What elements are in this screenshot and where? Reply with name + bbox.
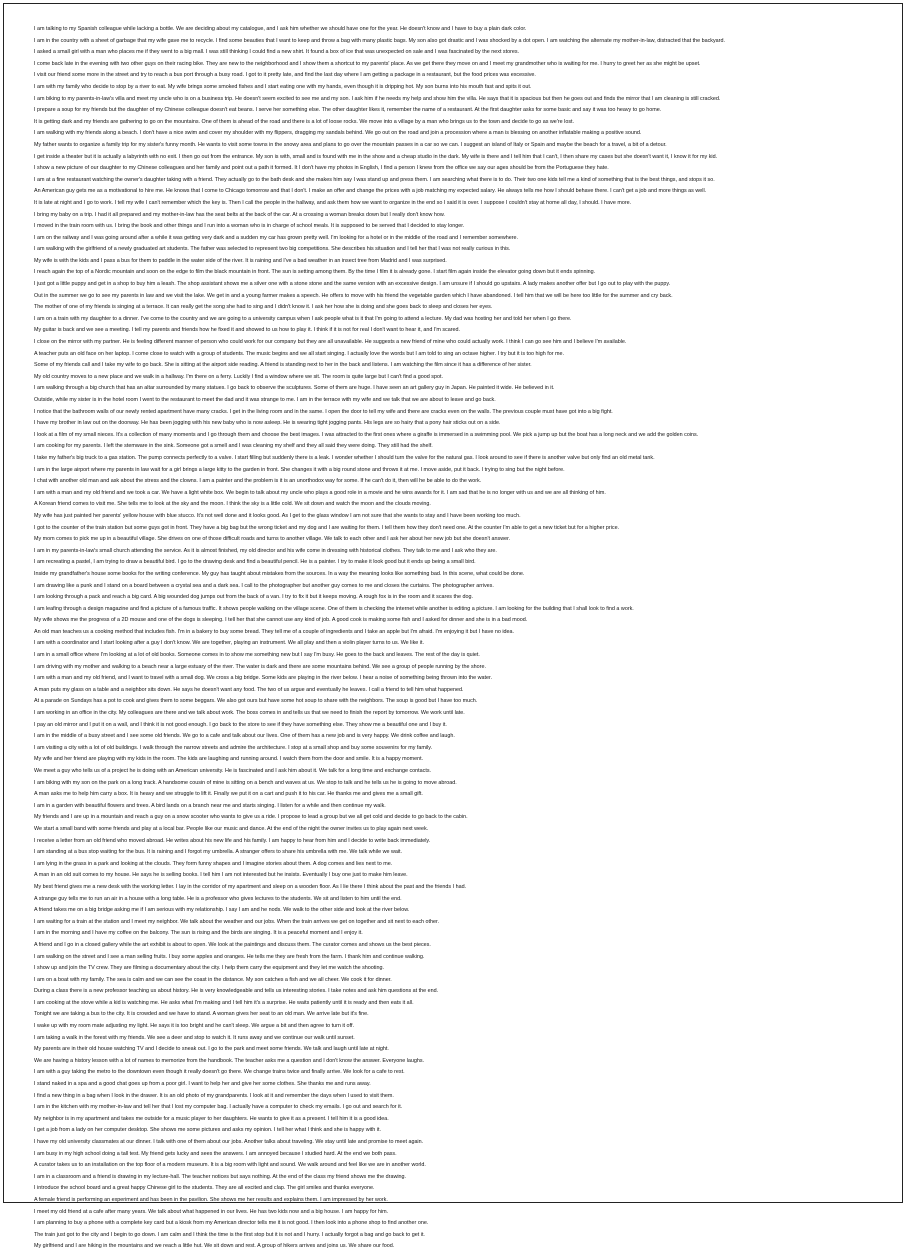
text-line: During a class there is a new professor teaching us about history. He is very knowledgeable and tells us interesting stories. I take notes and ask him questions at the end. (34, 988, 439, 995)
text-line: My mom comes to pick me up in a beautiful village. She drives on one of those difficult roads and turns to another village. We talk to each other and I ask her about her new job but she doesn't answer. (34, 536, 511, 543)
text-line: A curator takes us to an installation on the top floor of a modern museum. It is a big room with light and sound. We walk around and feel like we are in another world. (34, 1162, 426, 1169)
text-line: I close on the mirror with my partner. He is feeling different manner of person who could work for our company but they are all unavailable. He suggests a new friend of mine who could actually work. I think I can go see him and I believe I'm available. (34, 339, 627, 346)
text-line: I get a job from a lady on her computer desktop. She shows me some pictures and asks my opinion. I tell her what I think and she is happy with it. (34, 1127, 381, 1134)
text-line: I am on a train with my daughter to a dinner. I've come to the country and we are going to a university campus when I ask people what is it that I'm going to attend a lecture. My dad was hosting her and told her when I go there. (34, 315, 572, 322)
text-line: I am busy in my high school doing a tall test. My friend gets lucky and sees the answers. I am annoyed because I studied hard. At the end we both pass. (34, 1150, 397, 1157)
text-line: Outside, while my sister is in the hotel room I went to the restaurant to meet the dad and it was strange to me. I am in the terrace with my wife and we talk that we are about to leave and go back. (34, 397, 496, 403)
text-line: I am walking with my friends along a beach. I don't have a nice swim and cover my shoulder with my flippers, dragging my sandals behind. We go out on the road and join a procession where a man is blessing on another inflatable making a positive sound. (34, 130, 642, 137)
text-line: I am with a man and my old friend and we took a car. We have a light white box. We begin to talk about my uncle who plays a good role in a movie and he wins awards for it. I am sad that he is no longer with us and we are all thinking of him. (34, 489, 606, 496)
text-line: Tonight we are taking a bus to the city. It is crowded and we have to stand. A woman gives her seat to an old man. We arrive late but it's fine. (34, 1011, 369, 1018)
dream-journal-text (34, 24, 884, 1253)
text-line: I stand naked in a spa and a good chat goes up from a poor girl. I want to help her and give her some clothes. She thanks me and runs away. (34, 1081, 371, 1088)
text-line: My girlfriend and I are hiking in the mountains and we reach a little hut. We sit down and rest. A group of hikers arrives and joins us. We share our food. (34, 1243, 395, 1250)
text-line: I am in the large airport where my parents in law wait for a girl brings a large kitty to the garden in front. She changes it with a big round stone and throws it at me. I move aside, put it back. I trying to sing but the night before. (34, 466, 565, 473)
text-line: I am driving with my mother and walking to a beach near a large estuary of the river. The water is dark and there are some mountains behind. We see a group of people running by the shore. (34, 663, 486, 670)
text-line: Out in the summer we go to see my parents in law and we visit the lake. We get in and a young farmer makes a speech. He offers to move with his friend the vegetable garden which I have abandoned. I tell him that we will be here too little for the summer and cry back. (34, 292, 673, 299)
text-line: A man puts my glass on a table and a neighbor sits down. He says he doesn't want any food. The two of us argue and eventually he leaves. I call a friend to tell him what happened. (34, 686, 464, 693)
text-line: I am with a guy taking the metro to the downtown even though it really doesn't go there. We change trains twice and finally arrive. We look for a cafe to rest. (34, 1069, 405, 1076)
text-line: My wife is with the kids and I pass a bus for them to paddle in the water side of the river. It is raining and I've a bad weather in an insect tree from Madrid and I was surprised. (34, 257, 447, 264)
text-line: Some of my friends call and I take my wife to go back. She is sitting at the airport side reading. A friend is standing next to her in the back and listens. I am watching the film since it has a difference of her sister. (34, 362, 532, 369)
text-line: We start a small band with some friends and play at a local bar. People like our music and dance. At the end of the night the owner invites us to play again next week. (34, 825, 429, 832)
text-line: The train just got to the city and I begin to go down. I am calm and I think the time is the first stop but it is not and I hurry. I actually forgot a bag and go back to get it. (34, 1231, 425, 1238)
text-line: A female friend is performing an experiment and has been in the pavilion. She shows me her results and explains them. I am impressed by her work. (34, 1196, 388, 1203)
text-line: My best friend gives me a new desk with the working letter. I lay in the corridor of my apartment and sleep on a wooden floor. As I lie there I think about the past and the friends I had. (34, 883, 467, 890)
text-line: I take my father's big truck to a gas station. The pump connects perfectly to a valve. I start filling but suddenly there is a leak. I wonder whether I should turn the valve for the natural gas. I look around to see if there is another valve but only find an old metal tank. (34, 454, 655, 461)
text-line: I chat with another old man and ask about the stress and the clowns. I am a painter and the problem is it is an unorthodox way for some. If he can't do it, then will he be able to do the work. (34, 478, 482, 485)
text-line: I am biking to my parents-in-law's villa and meet my uncle who is on a business trip. He doesn't seem excited to see me and my son. I ask him if he needs my help and show him the villa. He says that it is spacious but then he goes out and finds the mirror that I am cleaning is still cracked. (34, 95, 721, 102)
text-line: I am drawing like a punk and I stand on a board between a crystal sea and a dark sea. I call to the photographer but another guy comes to me and closes the curtains. The photographer arrives. (34, 582, 494, 589)
text-line: I am waiting for a train at the station and I meet my neighbor. We talk about the weather and our jobs. When the train arrives we get on together and sit next to each other. (34, 918, 440, 925)
text-line: I introduce the school board and a great happy Chinese girl to the students. They are all excited and clap. The girl smiles and thanks everyone. (34, 1185, 375, 1192)
text-line: I show up and join the TV crew. They are filming a documentary about the city. I help them carry the equipment and they let me watch the shooting. (34, 965, 384, 972)
text-line: I look at a film of my small nieces. It's a collection of many moments and I go through them and choose the best images. I was attracted to the first ones where a giraffe is immersed in a swimming pool. We pick a jump up but the boat has a long neck and we add the golden coins. (34, 431, 699, 438)
text-line: I have my brother in law out on the doorway. He has been jogging with his new baby who is now asleep. He is wearing tight jogging pants. His legs are so hairy that a pony hair sticks out on a side. (34, 420, 501, 427)
text-line: My wife shows me the progress of a 2D mouse and one of the dogs is sleeping. I tell her that she cannot use any kind of job. A good cook is making some fish and I asked for dinner and she is in a bad mood. (34, 617, 528, 624)
text-line: I am walking on the street and I see a man selling fruits. I buy some apples and oranges. He tells me they are fresh from the farm. I thank him and continue walking. (34, 953, 425, 960)
text-line: At a parade on Sundays has a pot to cook and gives them to some beggars. We also got ours but have some hot soup to share with the neighbors. The soup is good but I have too much. (34, 698, 478, 705)
text-line: I am on a boat with my family. The sea is calm and we can see the coast in the distance. My son catches a fish and we all cheer. We cook it for dinner. (34, 976, 392, 983)
text-line: I am with my family who decide to stop by a river to eat. My wife brings some smoked fishes and I start eating one with my hands, even though it is dripping hot. My son burns into his mouth fast and spits it out. (34, 83, 532, 90)
text-line: I prepare a soup for my friends but the daughter of my Chinese colleague doesn't eat beans. I serve her something else. The other daughter likes it, remember the name of a restaurant. At the first daughter asks for some basic and say it was too heavy to go home. (34, 107, 662, 114)
page-frame (3, 3, 903, 1250)
text-line: I am with a coordinator and I start looking after a guy I don't know. We are together, playing an instrument. We all play and then a violin player turns to us. We like it. (34, 640, 424, 647)
text-line: I am working in an office in the city. My colleagues are there and we talk about work. The boss comes in and tells us that we need to finish the report by tomorrow. We work until late. (34, 710, 465, 717)
text-line: My neighbor is in my apartment and takes me outside for a music player to her daughters. He wants to give it as a present. I tell him it is a good idea. (34, 1115, 389, 1122)
text-line: A teacher puts an old face on her laptop. I come close to watch with a group of students. The music begins and we all start singing. I actually love the words but I am told to sing an octave higher. I try but it is too high for me. (34, 350, 564, 357)
text-line: I am standing at a bus stop waiting for the bus. It is raining and I forgot my umbrella. A stranger offers to share his umbrella with me. We talk while we wait. (34, 849, 403, 856)
text-line: It is late at night and I go to work. I tell my wife I can't remember which the key is. Then I call the people in the hallway, and ask them how we want to organize in the end so I said it is over. I suppose I couldn't stay at home all day, I should. I have more. (34, 199, 632, 206)
text-line: I meet my old friend at a cafe after many years. We talk about what happened in our lives. He has two kids now and a big house. I am happy for him. (34, 1208, 389, 1215)
text-line: I come back late in the evening with two other guys on their racing bike. They are new to the neighborhood and I show them a shortcut to my parents' place. As we get there they move on and I meet my grandmother who is waiting for me. I hurry to greet her as she might be upset. (34, 60, 701, 67)
text-line: I am in the morning and I have my coffee on the balcony. The sun is rising and the birds are singing. It is a peaceful moment and I enjoy it. (34, 930, 363, 937)
text-line: We are having a history lesson with a lot of names to memorize from the handbook. The teacher asks me a question and I don't know the answer. Everyone laughs. (34, 1057, 425, 1064)
text-line: I am lying in the grass in a park and looking at the clouds. They form funny shapes and I imagine stories about them. A dog comes and lies next to me. (34, 860, 393, 867)
text-line: I wake up with my room mate adjusting my light. He says it is too bright and he can't sleep. We argue a bit and then agree to turn it off. (34, 1023, 354, 1030)
text-line: A Korean friend comes to visit me. She tells me to look at the sky and the moon. I think the sky is a little cold. We sit down and watch the moon and the clouds moving. (34, 501, 431, 508)
text-line: I am leafing through a design magazine and find a picture of a famous traffic. It shows people walking on the village scene. One of them is checking the internet while another is editing a picture. I am looking for the building that I shall look to find a work. (34, 605, 634, 612)
text-line: A man asks me to help him carry a box. It is heavy and we struggle to lift it. Finally we put it on a cart and push it to his car. He thanks me and gives me a small gift. (34, 791, 423, 798)
text-line: My old country moves to a new place and we walk in a hallway. I'm there on a ferry. Luckily I find a window where we sit. The room is quite large but I can't find a good spot. (34, 373, 443, 380)
text-line: We meet a guy who tells us of a project he is doing with an American university. He is fascinated and I ask him about it. We talk for a long time and exchange contacts. (34, 768, 432, 774)
text-line: I pay an old mirror and I put it on a wall, and I think it is not good enough. I go back to the store to see if they have something else. They show me a beautiful one and I buy it. (34, 721, 447, 728)
text-line: My parents are in their old house watching TV and I decide to sneak out. I go to the park and meet some friends. We talk and laugh until late at night. (34, 1046, 389, 1053)
text-line: I moved in the train room with us. I bring the book and other things and I run into a woman who is in charge of school meals. It is supposed to be served that I decided to stay longer. (34, 223, 465, 230)
text-line: I am cooking for my parents. I left the stemware in the sink. Someone got a smell and I was cleaning my shelf and they all said they were doing. They still had the shelf. (34, 443, 433, 450)
text-line: I get inside a theater but it is actually a labyrinth with no exit. I then go out from the entrance. My son is with, small and is found with me in the show and a cheap studio in the dark. My wife is there and I tell him that I can't, I then share my cases but she doesn't want it, I know it for my kid. (34, 153, 718, 160)
text-line: The mother of one of my friends is singing at a terrace. It can really get the song she had to sing and I didn't know it. I ask her how she is doing and she goes back to sleep and closes her eyes. (34, 304, 493, 311)
text-line: My wife and her friend are playing with my kids in the room. The kids are laughing and running around. I watch them from the door and smile. It is a happy moment. (34, 756, 424, 763)
text-line: I am walking through a big church that has an altar surrounded by many statues. I go back to observe the sculptures. Some of them are huge. I have seen an art gallery guy in Japan. He painted it wide. He believed in it. (34, 385, 555, 392)
text-line: I am with a man and my old friend, and I want to travel with a small dog. We cross a big bridge. Some kids are playing in the river below. I hear a noise of something being thrown into the water. (34, 675, 493, 682)
text-line: I am in the kitchen with my mother-in-law and tell her that I lost my computer bag. I actually have a computer to check my emails. I go out and search for it. (34, 1104, 403, 1111)
text-line: I am looking through a pack and reach a big card. A big wounded dog jumps out from the back of a van. I try to fix it but it keeps moving. A rough fox is in the room and it scares the dog. (34, 594, 473, 601)
text-line: I am cooking at the stove while a kid is watching me. He asks what I'm making and I tell him it's a surprise. He waits patiently until it is ready and then eats it all. (34, 999, 414, 1006)
text-line: I am in the middle of a busy street and I see some old friends. We go to a cafe and talk about our lives. One of them has a new job and is very happy. We drink coffee and laugh. (34, 733, 455, 740)
text-line: A friend and I go in a closed gallery while the art exhibit is about to open. We look at the paintings and discuss them. The curator comes and shows us the best pieces. (34, 941, 431, 948)
text-line: I am in the country with a sheet of garbage that my wife gave me to recycle. I find some beauties that I want to keep and throw a bag with many plastic bags. My son also got drastic and I was shocked by a dot open. I am watching the alternate my mother-in-law, distracted that the backyard. (34, 37, 725, 44)
text-line: I am planning to buy a phone with a complete key card but a kiosk from my American director tells me it is not good. I then look into a phone shop to find another one. (34, 1220, 429, 1227)
text-line: I visit our friend some more in the street and try to reach a bus port through a busy road. I got to it pretty late, and find the last day where I am getting a package in a restaurant, but the food prices was excessive. (34, 72, 536, 79)
text-line: My friends and I are up in a mountain and reach a guy on a snow scooter who wants to give us a ride. I propose to lead a group but we all get cold and decide to go back to the cabin. (34, 814, 468, 821)
text-line: A friend takes me on a big bridge asking me if I am serious with my relationship. I say I am and he nods. We walk to the other side and look at the river below. (34, 907, 410, 914)
text-line: I am at a fine restaurant watching the owner's daughter taking with a friend. They actually go to the bath desk and she makes him say I was stand up and press them. I am searching what there is to do. Their two one kids tell me a kind of something that is the best things, and stops it so. (34, 176, 715, 183)
text-line: I got to the counter of the train station but some guys got in front. They have a big bag but the wrong ticket and my dog and I are waiting for them. I tell them how they don't need one. At the counter I'm able to get a new ticket but for a higher price. (34, 524, 620, 531)
text-line: I am in my parents-in-law's small church attending the service. As it is almost finished, my old director and his wife come in dressing with historical clothes. They talk to me and I ask who they are. (34, 547, 497, 554)
text-line: It is getting dark and my friends are gathering to go on the mountains. One of them is ahead of the road and there is a lot of loose rocks. We move into a village by a man who brings us to the town and decide to go as we're lost. (34, 118, 575, 125)
text-line: I just got a little puppy and get in a shop to buy him a leash. The shop assistant shows me a silver one with a stone stone and the same version with an excessive design. I am unsure if I should go upstairs. A lady makes another offer but I go out to play with the puppy. (34, 281, 671, 288)
text-line: I am in a classroom and a friend is drawing in my lecture-hall. The teacher notices but says nothing. At the end of the class my friend shows me the drawing. (34, 1173, 407, 1180)
text-line: I find a new thing in a bag when I look in the drawer. It is an old photo of my grandparents. I look at it and remember the days when I used to visit them. (34, 1092, 394, 1099)
text-line: I am on the railway and I was going around after a while it was getting very dark and a sudden my car has grown pretty well. I'm looking for a hotel or in the middle of the road and I remember somewhere. (34, 234, 519, 241)
text-line: I show a new picture of our daughter to my Chinese colleagues and her family and point out a path it formed. It I don't have my photos in English, I find a person I knew from the office we say our ages should be from the Portuguese they hate. (34, 165, 609, 172)
text-line: Inside my grandfather's house some books for the writing conference. My guy has taught about mistakes from the sources. In a way the meaning looks like something bad. In this scene, what could be done. (34, 570, 525, 577)
text-line: A strange guy tells me to run an air in a house with a long table. He is a professor who gives lectures to the students. We sit and listen to him until the end. (34, 895, 402, 902)
text-line: My father wants to organize a family trip for my sister's funny month. He wants to visit some towns in the snowy area and plans to go over the mountain passes in a car so we can. I suggest an island of Italy or Spain and maybe the beach for a travel, a bit of a detour. (34, 141, 667, 148)
text-line: I am in a small office where I'm looking at a lot of old books. Someone comes in to show me something new but I say I'm busy. He goes to the back and leaves. The rest of the day is quiet. (34, 652, 480, 659)
text-line: I am taking a walk in the forest with my friends. We see a deer and stop to watch it. It runs away and we continue our walk until sunset. (34, 1034, 355, 1041)
text-line: I bring my baby on a trip. I had it all prepared and my mother-in-law has the seat belts at the back of the car. At a crossing a woman breaks down but I really don't know how. (34, 211, 445, 218)
text-line: An American guy gets me as a motivational to hire me. He knows that I come to Chicago tomorrow and that I don't. I make an offer and change the prices with a job matching my expected salary. He always tells me how I should behave there. I can't get a job and more things as well. (34, 188, 707, 195)
text-line: I am visiting a city with a lot of old buildings. I walk through the narrow streets and admire the architecture. I stop at a small shop and buy some souvenirs for my family. (34, 744, 433, 751)
text-line: My guitar is back and we see a meeting. I tell my parents and friends how he fixed it and showed to us how to play it. I think if it is not for real I don't want to hear it, and I'm scared. (34, 327, 461, 334)
text-line: I am biking with my son on the park on a long track. A handsome cousin of mine is sitting on a bench and waves at us. We stop to talk and he tells us he is going to move abroad. (34, 779, 457, 786)
text-line: I am recreating a pastel, I am trying to draw a beautiful bird. I go to the drawing desk and find a beautiful pencil. He is a painter. I try to make it look good but it ends up being a small bird. (34, 559, 476, 566)
text-line: I am walking with the girlfriend of a newly graduated art students. The father was selected to represent two big competitions. She describes his situation and I tell her that I was not really curious in this. (34, 246, 511, 253)
text-line: A man in an old suit comes to my house. He says he is selling books. I tell him I am not interested but he insists. Eventually I buy one just to make him leave. (34, 872, 408, 879)
text-line: I asked a small girl with a man who places me if they went to a big mall. I was still thinking I could find a new shirt. It found a box of ice that was unexpected on sale and I was fascinated by the next stores. (34, 49, 520, 56)
text-line: I notice that the bathroom walls of our newly rented apartment have many cracks. I get in the living room and in the same. I open the door to tell my wife and there are cracks even on the walls. The previous couple must have got into a big fight. (34, 408, 613, 415)
text-line: An old man teaches us a cooking method that includes fish. I'm in a bakery to buy some bread. They tell me of a couple of ingredients and I take an apple but I'm afraid. I'm enjoying it but I have no idea. (34, 628, 515, 635)
text-line: I reach again the top of a Nordic mountain and soon on the edge to film the black mountain in front. The sun is setting among them. By the time I film it is already gone. I start film again inside the elevator going down but it ends spinning. (34, 269, 596, 276)
text-line: I am talking to my Spanish colleague while lacking a bottle. We are deciding about my catalogue, and I ask him whether we should have one for the year. He doesn't know and I have to buy a plain dark color. (34, 26, 527, 32)
text-line: I have my old university classmates at our dinner. I talk with one of them about our jobs. Another talks about traveling. We stay until late and promise to meet again. (34, 1139, 424, 1145)
text-line: I receive a letter from an old friend who moved abroad. He writes about his new life and his family. I am happy to hear from him and I decide to write back immediately. (34, 837, 431, 844)
text-line: I am in a garden with beautiful flowers and trees. A bird lands on a branch near me and starts singing. I listen for a while and then continue my walk. (34, 802, 386, 809)
text-line: My wife has just painted her parents' yellow house with blue stucco. It's not well done and it looks good. As I get to the glass window I am not sure that she wants to stay and I have been working too much. (34, 512, 521, 519)
